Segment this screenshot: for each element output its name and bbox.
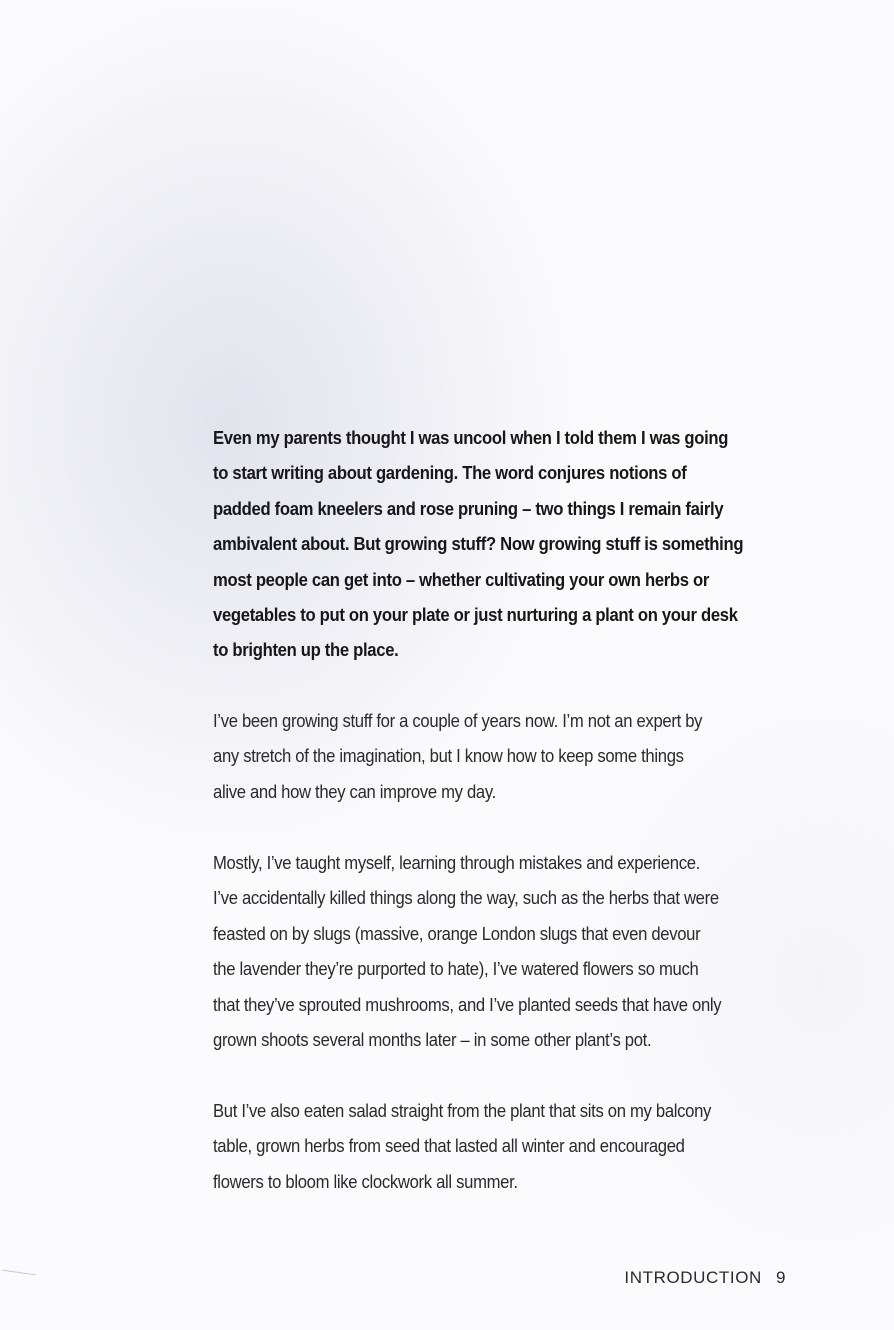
text-line: padded foam kneelers and rose pruning – two things I remain fairly bbox=[213, 497, 724, 519]
text-line: vegetables to put on your plate or just nurturing a plant on your desk bbox=[213, 604, 738, 626]
page-number: 9 bbox=[775, 1268, 786, 1287]
text-line: flowers to bloom like clockwork all summer. bbox=[213, 1170, 518, 1192]
body-paragraph-1 bbox=[213, 703, 798, 809]
text-line: alive and how they can improve my day. bbox=[213, 780, 496, 802]
paper-edge-mark bbox=[2, 1270, 36, 1276]
text-line: the lavender they’re purported to hate), I’ve watered flowers so much bbox=[213, 958, 699, 980]
text-line: Even my parents thought I was uncool when I told them I was going bbox=[213, 427, 729, 448]
text-line: to brighten up the place. bbox=[213, 639, 399, 661]
text-line: any stretch of the imagination, but I know how to keep some things bbox=[213, 745, 684, 767]
text-line: But I’ve also eaten salad straight from the plant that sits on my balcony bbox=[213, 1100, 712, 1121]
running-footer-section: INTRODUCTION bbox=[624, 1268, 762, 1287]
body-paragraph-3 bbox=[213, 1093, 798, 1199]
intro-lead-paragraph bbox=[213, 420, 798, 668]
text-line: I’ve accidentally killed things along the way, such as the herbs that were bbox=[213, 887, 719, 909]
text-line: that they’ve sprouted mushrooms, and I’ve planted seeds that have only bbox=[213, 993, 722, 1015]
text-line: table, grown herbs from seed that lasted all winter and encouraged bbox=[213, 1135, 685, 1157]
text-line: I’ve been growing stuff for a couple of years now. I’m not an expert by bbox=[213, 710, 703, 731]
text-line: grown shoots several months later – in some other plant’s pot. bbox=[213, 1029, 652, 1051]
text-line: most people can get into – whether cultivating your own herbs or bbox=[213, 568, 710, 590]
body-paragraph-2 bbox=[213, 845, 798, 1057]
text-line: to start writing about gardening. The word conjures notions of bbox=[213, 462, 687, 484]
text-line: ambivalent about. But growing stuff? Now growing stuff is something bbox=[213, 533, 744, 555]
page-footer bbox=[624, 1268, 786, 1288]
text-line: feasted on by slugs (massive, orange London slugs that even devour bbox=[213, 922, 701, 944]
text-line: Mostly, I’ve taught myself, learning through mistakes and experience. bbox=[213, 852, 700, 873]
